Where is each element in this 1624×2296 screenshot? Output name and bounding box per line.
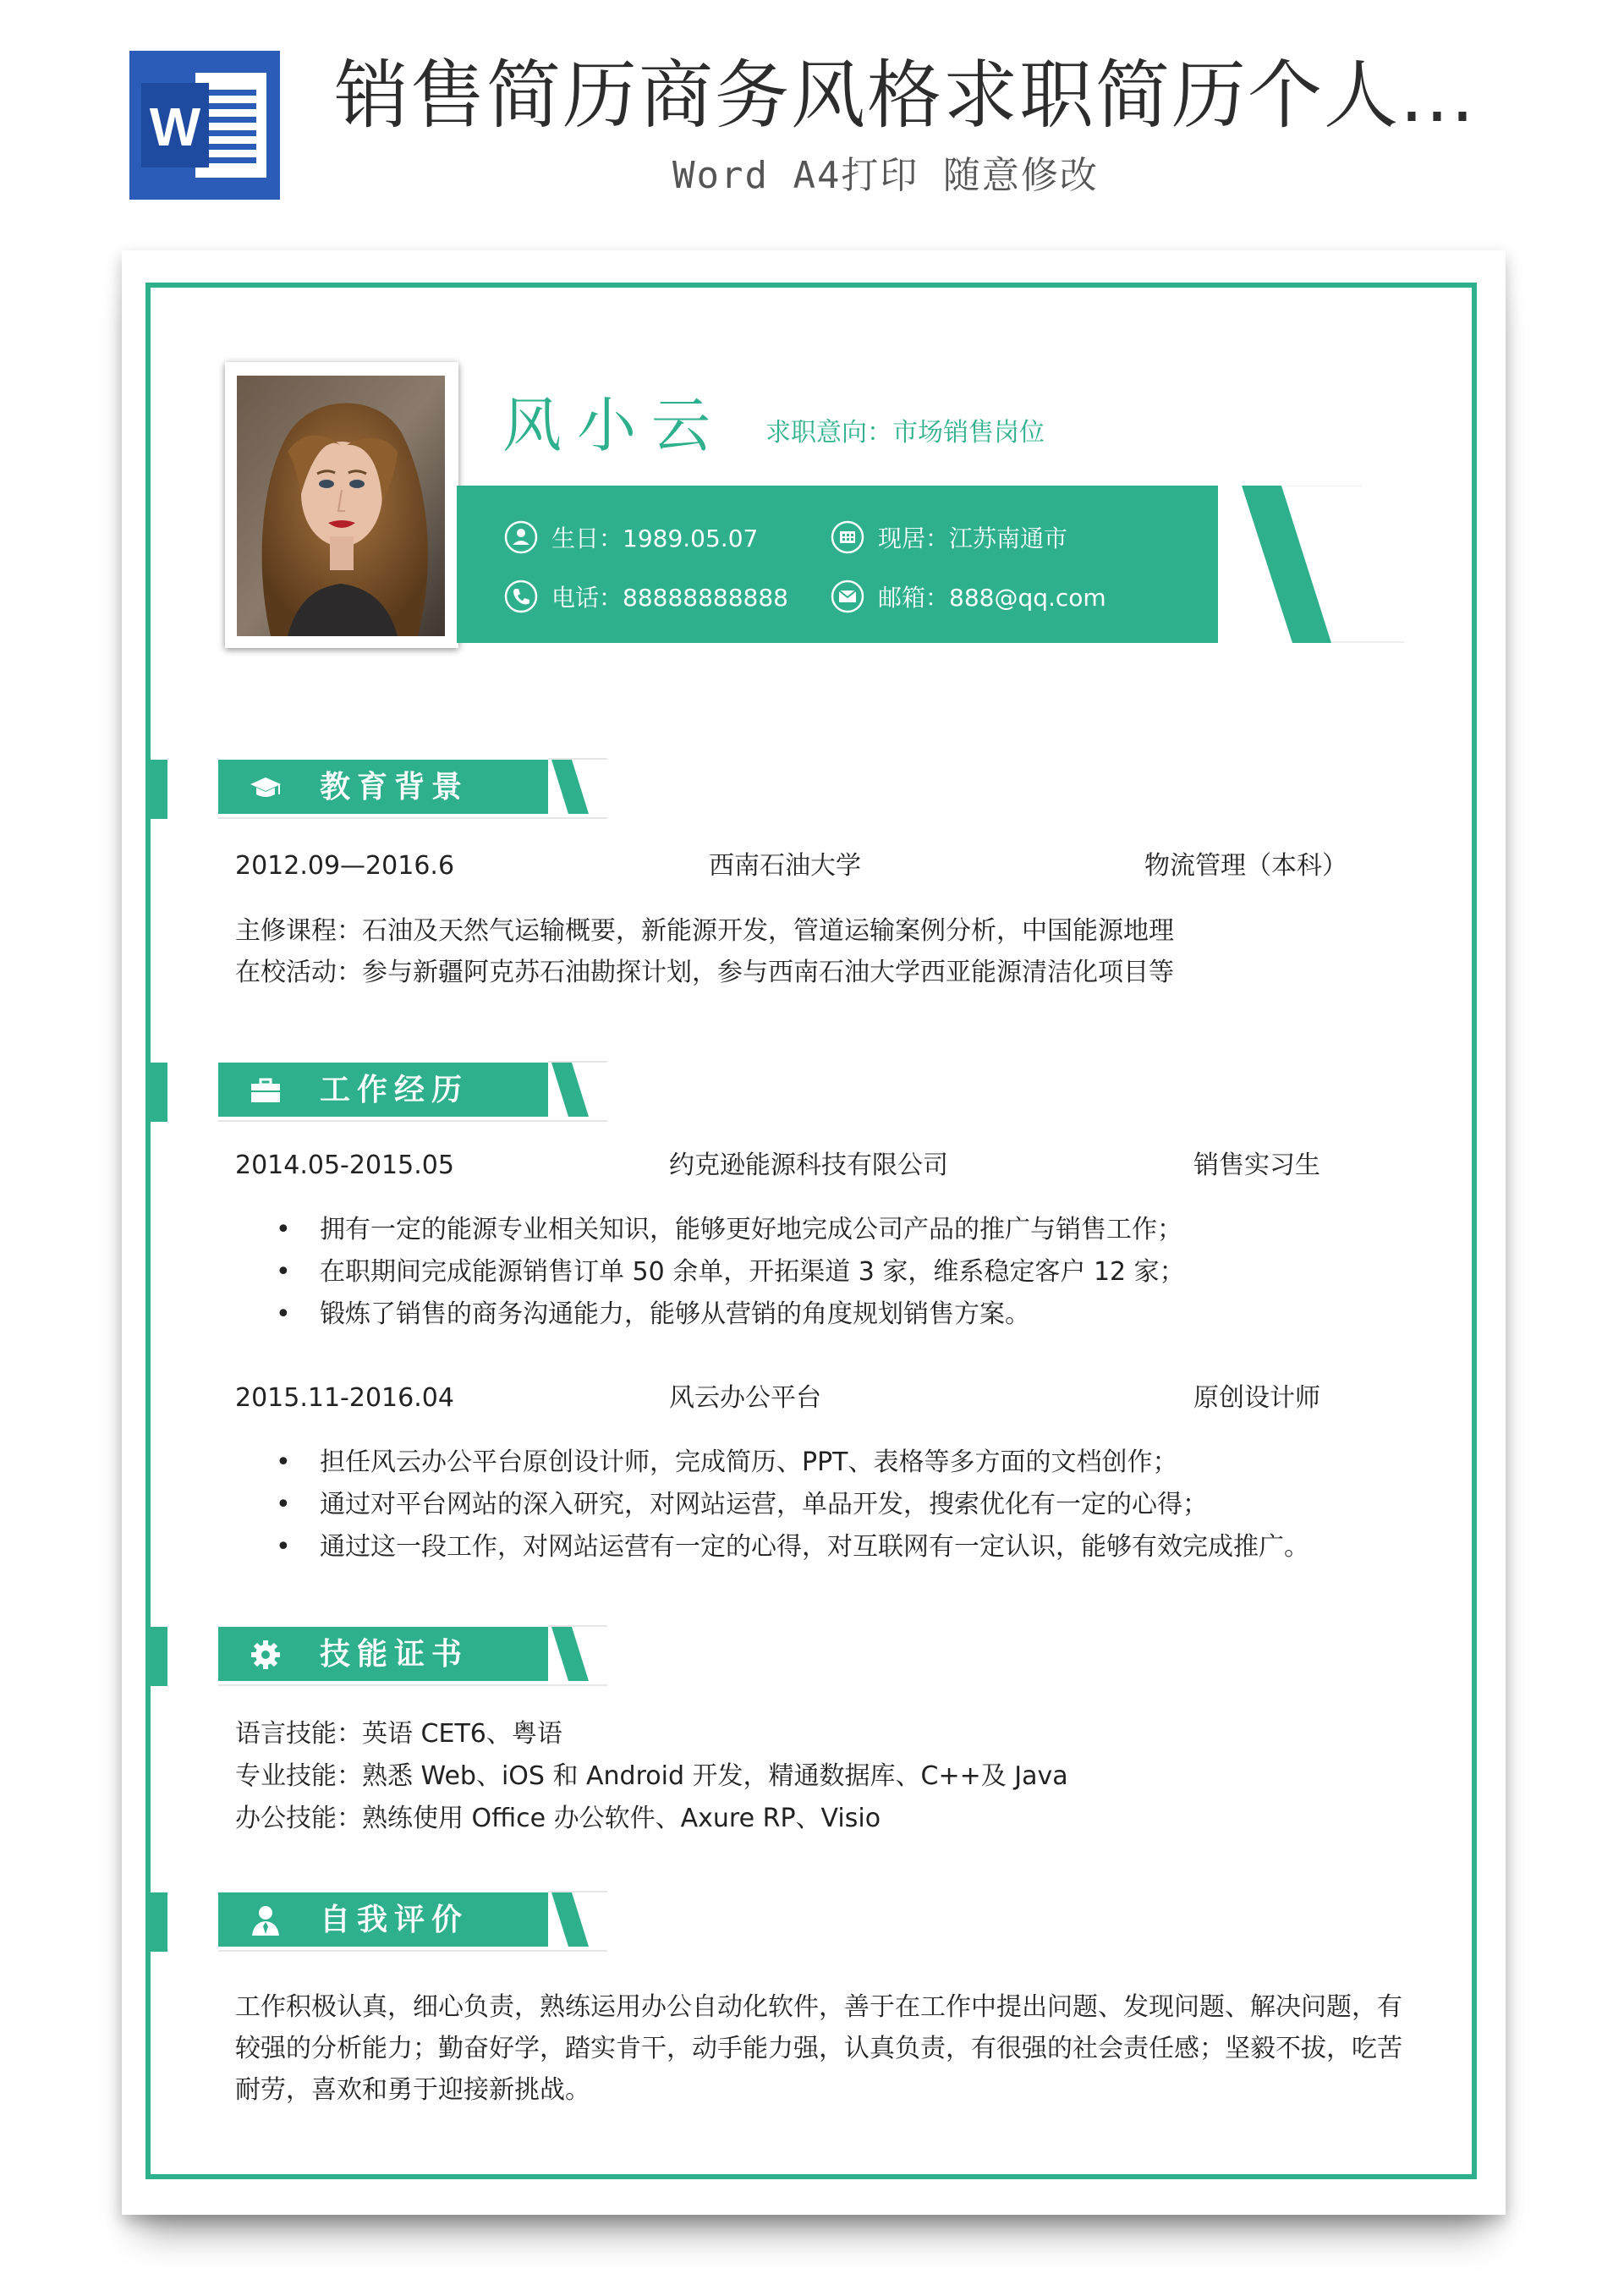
birth-text: 生日：1989.05.07 — [551, 525, 759, 552]
candidate-name: 风小云 — [502, 391, 726, 460]
section-header-education — [151, 756, 607, 819]
phone-text: 电话：88888888888 — [551, 584, 788, 612]
word-icon — [129, 51, 280, 200]
bullet-text: 拥有一定的能源专业相关知识，能够更好地完成公司产品的推广与销售工作； — [320, 1215, 1182, 1244]
mail-icon — [831, 579, 864, 613]
user-icon — [249, 1903, 283, 1937]
skill-line: 办公技能：熟练使用 Office 办公软件、Axure RP、Visio — [235, 1804, 881, 1833]
email-text: 邮箱：888@qq.com — [878, 584, 1106, 612]
location-text: 现居：江苏南通市 — [878, 525, 1068, 552]
graduation-cap-icon — [249, 771, 283, 805]
section-header-skills — [151, 1623, 607, 1686]
job-bullet — [276, 1255, 1185, 1289]
job-bullet — [276, 1530, 1309, 1564]
bullet-text: 通过这一段工作，对网站运营有一定的心得，对互联网有一定认识，能够有效完成推广。 — [320, 1532, 1309, 1562]
job-period: 2015.11-2016.04 — [235, 1383, 454, 1413]
section-header-work — [151, 1059, 607, 1122]
section-title: 工作经历 — [320, 1073, 469, 1107]
bullet-dot: • — [276, 1299, 291, 1329]
briefcase-icon — [249, 1074, 283, 1107]
self-evaluation-text: 工作积极认真，细心负责，熟练运用办公自动化软件，善于在工作中提出问题、发现问题、解决问题，有较强的分析能力；勤奋好学，踏实肯干，动手能力强，认真负责，有很强的社会责任感；坚毅不拔，吃苦耐劳，喜欢和勇于迎接新挑战。 — [235, 1992, 1402, 2105]
job-role: 销售实习生 — [1193, 1151, 1320, 1180]
home-icon — [831, 520, 864, 554]
job-company: 风云办公平台 — [669, 1383, 821, 1413]
bullet-text: 锻炼了销售的商务沟通能力，能够从营销的角度规划销售方案。 — [320, 1299, 1030, 1329]
phone-icon — [504, 579, 538, 613]
document-title: 销售简历商务风格求职简历个人... — [334, 52, 1476, 139]
bullet-text: 通过对平台网站的深入研究，对网站运营，单品开发，搜索优化有一定的心得； — [320, 1490, 1208, 1519]
svg-text:W: W — [149, 96, 201, 157]
skill-line: 专业技能：熟悉 Web、iOS 和 Android 开发，精通数据库、C++及 Java — [235, 1761, 1068, 1791]
education-courses: 主修课程：石油及天然气运输概要，新能源开发，管道运输案例分析，中国能源地理 — [235, 916, 1174, 946]
bullet-dot: • — [276, 1257, 291, 1287]
bullet-dot: • — [276, 1532, 291, 1562]
bullet-dot: • — [276, 1215, 291, 1244]
job-intent: 求职意向：市场销售岗位 — [765, 418, 1045, 448]
profile-photo — [225, 362, 458, 648]
education-school: 西南石油大学 — [709, 851, 861, 881]
job-bullet — [276, 1446, 1178, 1480]
job-period: 2014.05-2015.05 — [235, 1151, 454, 1180]
email-info — [831, 577, 1106, 616]
education-period: 2012.09—2016.6 — [235, 851, 455, 881]
job-bullet — [276, 1213, 1182, 1247]
bullet-dot: • — [276, 1447, 291, 1477]
section-title: 技能证书 — [320, 1637, 469, 1672]
skill-line: 语言技能：英语 CET6、粤语 — [235, 1719, 562, 1749]
section-header-self — [151, 1889, 607, 1952]
job-bullet — [276, 1488, 1208, 1522]
section-title: 自我评价 — [320, 1903, 469, 1937]
education-major: 物流管理（本科） — [1144, 851, 1347, 881]
bullet-dot: • — [276, 1490, 291, 1519]
document-subtitle: Word A4打印 随意修改 — [672, 154, 1099, 197]
info-band — [457, 486, 1404, 643]
bullet-text: 担任风云办公平台原创设计师，完成简历、PPT、表格等多方面的文档创作； — [320, 1447, 1178, 1477]
job-company: 约克逊能源科技有限公司 — [669, 1151, 948, 1180]
job-bullet — [276, 1298, 1030, 1332]
location-info — [831, 518, 1067, 557]
section-title: 教育背景 — [320, 770, 469, 805]
gear-icon — [249, 1638, 283, 1672]
portrait-image — [237, 376, 445, 636]
education-activities: 在校活动：参与新疆阿克苏石油勘探计划，参与西南石油大学西亚能源清洁化项目等 — [235, 958, 1174, 987]
phone-info — [504, 577, 788, 616]
bullet-text: 在职期间完成能源销售订单 50 余单，开拓渠道 3 家，维系稳定客户 12 家； — [320, 1257, 1185, 1287]
birth-info — [504, 518, 758, 557]
birthday-icon — [504, 520, 538, 554]
job-role: 原创设计师 — [1193, 1383, 1320, 1413]
